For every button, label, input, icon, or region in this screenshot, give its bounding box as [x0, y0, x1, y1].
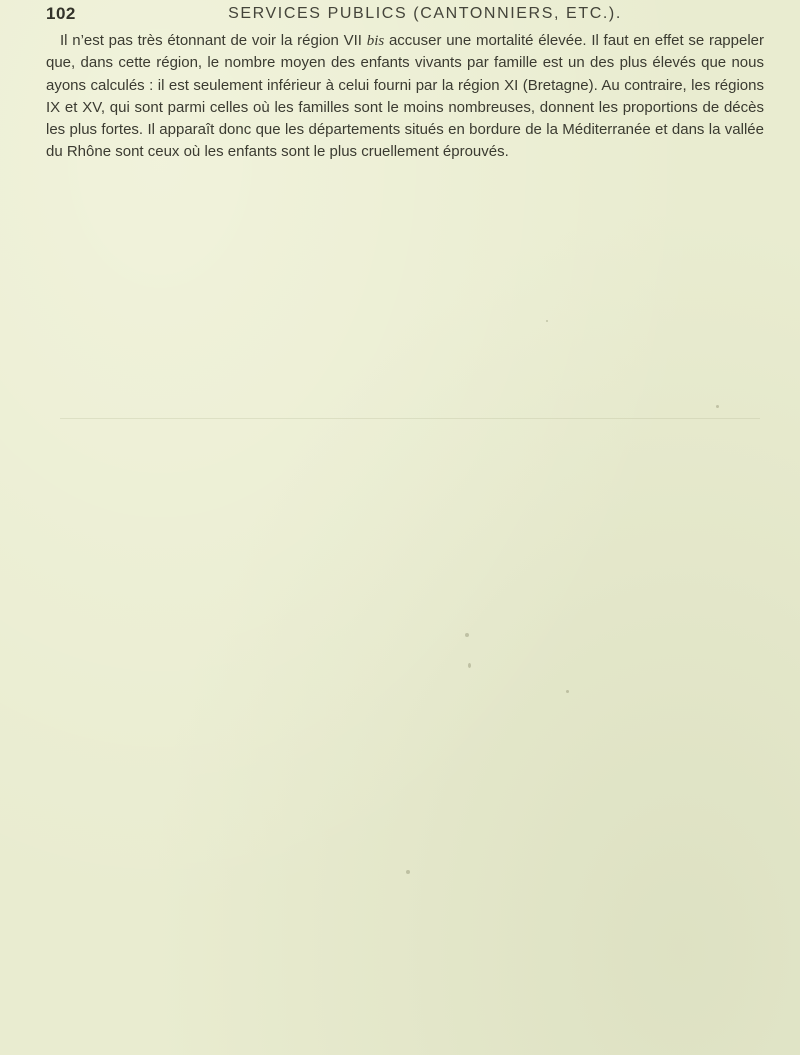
paragraph-text-rest: accuser une mortalité élevée. Il faut en effet se rappeler que, dans cette région, le nombre moyen des enfants vivants par famille est un des plus élevés que nous ayons calculés : il est seulement inférieur à celui fourni par la région XI (Bretagne). Au contraire, les régions IX et XV, qui sont parmi celles où les familles sont le moins nombreuses, donnent les proportions de décès les plus fortes. Il apparaît donc que les départements situés en bordure de la Méditerranée et dans la vallée du Rhône sont ceux où les enfants sont le plus cruellement éprouvés. [46, 32, 764, 161]
ink-speck [468, 663, 471, 668]
body-paragraph [46, 30, 764, 164]
paragraph-text-italic: bis [366, 33, 385, 49]
ink-speck [566, 690, 569, 693]
ink-speck [406, 870, 410, 874]
page-number: 102 [46, 4, 76, 23]
faint-show-through [60, 418, 760, 419]
ink-speck [465, 633, 469, 637]
ink-speck [716, 405, 719, 408]
paragraph-text-start: Il n’est pas très étonnant de voir la région VII [60, 32, 367, 49]
running-header [46, 4, 764, 30]
running-title: SERVICES PUBLICS (CANTONNIERS, ETC.). [228, 5, 622, 22]
ink-speck [546, 320, 548, 322]
